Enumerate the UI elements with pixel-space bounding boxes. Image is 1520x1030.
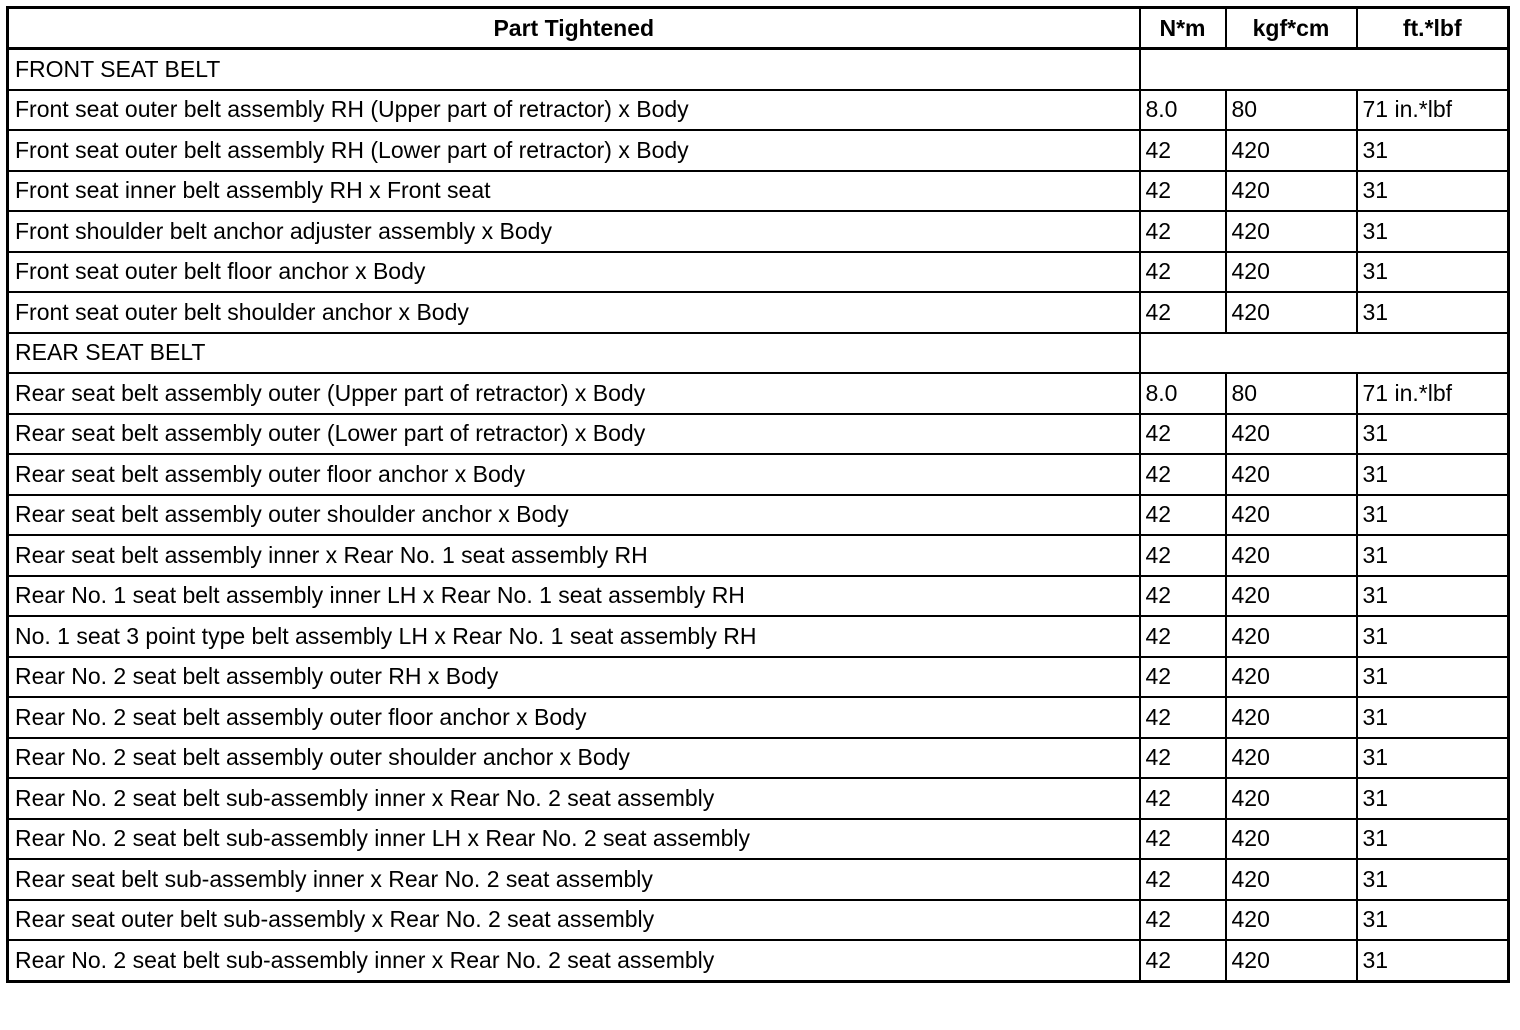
ft-lbf-value-cell: 31 [1357, 576, 1509, 617]
kgf-cm-value-cell: 420 [1226, 819, 1357, 860]
ft-lbf-value-cell: 31 [1357, 697, 1509, 738]
table-row [8, 576, 1509, 617]
ft-lbf-value-cell: 31 [1357, 292, 1509, 333]
kgf-cm-value-cell: 420 [1226, 697, 1357, 738]
kgf-cm-value-cell: 420 [1226, 616, 1357, 657]
kgf-cm-value-cell: 420 [1226, 576, 1357, 617]
part-tightened-cell: Front seat outer belt shoulder anchor x Body [8, 292, 1140, 333]
nm-value-cell: 8.0 [1140, 373, 1226, 414]
section-empty-cell [1140, 49, 1509, 90]
ft-lbf-value-cell: 31 [1357, 819, 1509, 860]
ft-lbf-value-cell: 31 [1357, 454, 1509, 495]
nm-value-cell: 42 [1140, 697, 1226, 738]
table-row [8, 859, 1509, 900]
kgf-cm-value-cell: 420 [1226, 738, 1357, 779]
table-row [8, 211, 1509, 252]
ft-lbf-value-cell: 31 [1357, 414, 1509, 455]
section-empty-cell [1140, 333, 1509, 374]
table-row [8, 130, 1509, 171]
ft-lbf-value-cell: 71 in.*lbf [1357, 90, 1509, 131]
part-tightened-cell: No. 1 seat 3 point type belt assembly LH x Rear No. 1 seat assembly RH [8, 616, 1140, 657]
nm-value-cell: 42 [1140, 576, 1226, 617]
part-tightened-cell: Rear No. 1 seat belt assembly inner LH x Rear No. 1 seat assembly RH [8, 576, 1140, 617]
torque-specification-table [6, 6, 1510, 983]
table-row [8, 697, 1509, 738]
part-tightened-cell: Front seat outer belt assembly RH (Upper part of retractor) x Body [8, 90, 1140, 131]
nm-value-cell: 42 [1140, 211, 1226, 252]
table-row [8, 454, 1509, 495]
part-tightened-cell: Rear No. 2 seat belt assembly outer shoulder anchor x Body [8, 738, 1140, 779]
part-tightened-cell: Rear No. 2 seat belt sub-assembly inner x Rear No. 2 seat assembly [8, 940, 1140, 981]
section-row [8, 49, 1509, 90]
kgf-cm-value-cell: 80 [1226, 373, 1357, 414]
part-tightened-cell: Front shoulder belt anchor adjuster assembly x Body [8, 211, 1140, 252]
ft-lbf-value-cell: 31 [1357, 778, 1509, 819]
nm-value-cell: 42 [1140, 292, 1226, 333]
table-row [8, 535, 1509, 576]
kgf-cm-value-cell: 420 [1226, 495, 1357, 536]
section-title: REAR SEAT BELT [8, 333, 1140, 374]
kgf-cm-value-cell: 420 [1226, 171, 1357, 212]
header-ft-lbf: ft.*lbf [1357, 8, 1509, 49]
kgf-cm-value-cell: 420 [1226, 252, 1357, 293]
nm-value-cell: 42 [1140, 778, 1226, 819]
ft-lbf-value-cell: 31 [1357, 171, 1509, 212]
kgf-cm-value-cell: 80 [1226, 90, 1357, 131]
part-tightened-cell: Rear No. 2 seat belt assembly outer floor anchor x Body [8, 697, 1140, 738]
part-tightened-cell: Rear seat belt sub-assembly inner x Rear No. 2 seat assembly [8, 859, 1140, 900]
kgf-cm-value-cell: 420 [1226, 414, 1357, 455]
part-tightened-cell: Rear seat belt assembly outer floor anchor x Body [8, 454, 1140, 495]
nm-value-cell: 42 [1140, 495, 1226, 536]
nm-value-cell: 42 [1140, 454, 1226, 495]
table-row [8, 616, 1509, 657]
nm-value-cell: 42 [1140, 940, 1226, 981]
part-tightened-cell: Rear seat belt assembly outer (Upper part of retractor) x Body [8, 373, 1140, 414]
nm-value-cell: 42 [1140, 900, 1226, 941]
ft-lbf-value-cell: 31 [1357, 738, 1509, 779]
kgf-cm-value-cell: 420 [1226, 130, 1357, 171]
nm-value-cell: 42 [1140, 252, 1226, 293]
part-tightened-cell: Rear No. 2 seat belt assembly outer RH x Body [8, 657, 1140, 698]
table-row [8, 778, 1509, 819]
ft-lbf-value-cell: 31 [1357, 211, 1509, 252]
table-row [8, 90, 1509, 131]
part-tightened-cell: Rear No. 2 seat belt sub-assembly inner LH x Rear No. 2 seat assembly [8, 819, 1140, 860]
ft-lbf-value-cell: 71 in.*lbf [1357, 373, 1509, 414]
ft-lbf-value-cell: 31 [1357, 616, 1509, 657]
header-part-tightened: Part Tightened [8, 8, 1140, 49]
table-row [8, 819, 1509, 860]
nm-value-cell: 42 [1140, 738, 1226, 779]
nm-value-cell: 42 [1140, 819, 1226, 860]
nm-value-cell: 42 [1140, 616, 1226, 657]
part-tightened-cell: Rear No. 2 seat belt sub-assembly inner x Rear No. 2 seat assembly [8, 778, 1140, 819]
nm-value-cell: 42 [1140, 859, 1226, 900]
nm-value-cell: 42 [1140, 535, 1226, 576]
nm-value-cell: 42 [1140, 171, 1226, 212]
section-row [8, 333, 1509, 374]
table-row [8, 252, 1509, 293]
kgf-cm-value-cell: 420 [1226, 900, 1357, 941]
nm-value-cell: 42 [1140, 414, 1226, 455]
part-tightened-cell: Rear seat outer belt sub-assembly x Rear No. 2 seat assembly [8, 900, 1140, 941]
kgf-cm-value-cell: 420 [1226, 454, 1357, 495]
part-tightened-cell: Rear seat belt assembly outer shoulder anchor x Body [8, 495, 1140, 536]
part-tightened-cell: Front seat outer belt assembly RH (Lower part of retractor) x Body [8, 130, 1140, 171]
table-row [8, 900, 1509, 941]
part-tightened-cell: Rear seat belt assembly inner x Rear No. 1 seat assembly RH [8, 535, 1140, 576]
kgf-cm-value-cell: 420 [1226, 292, 1357, 333]
ft-lbf-value-cell: 31 [1357, 900, 1509, 941]
ft-lbf-value-cell: 31 [1357, 495, 1509, 536]
kgf-cm-value-cell: 420 [1226, 778, 1357, 819]
table-row [8, 657, 1509, 698]
nm-value-cell: 8.0 [1140, 90, 1226, 131]
section-title: FRONT SEAT BELT [8, 49, 1140, 90]
ft-lbf-value-cell: 31 [1357, 130, 1509, 171]
table-row [8, 171, 1509, 212]
part-tightened-cell: Front seat outer belt floor anchor x Body [8, 252, 1140, 293]
kgf-cm-value-cell: 420 [1226, 657, 1357, 698]
table-row [8, 414, 1509, 455]
table-header [8, 8, 1509, 49]
ft-lbf-value-cell: 31 [1357, 657, 1509, 698]
part-tightened-cell: Front seat inner belt assembly RH x Front seat [8, 171, 1140, 212]
table-row [8, 292, 1509, 333]
table-row [8, 495, 1509, 536]
table-row [8, 373, 1509, 414]
ft-lbf-value-cell: 31 [1357, 940, 1509, 981]
ft-lbf-value-cell: 31 [1357, 252, 1509, 293]
header-kgf-cm: kgf*cm [1226, 8, 1357, 49]
kgf-cm-value-cell: 420 [1226, 859, 1357, 900]
part-tightened-cell: Rear seat belt assembly outer (Lower part of retractor) x Body [8, 414, 1140, 455]
table-body [8, 49, 1509, 982]
nm-value-cell: 42 [1140, 657, 1226, 698]
table-row [8, 940, 1509, 981]
header-newton-meters: N*m [1140, 8, 1226, 49]
kgf-cm-value-cell: 420 [1226, 940, 1357, 981]
ft-lbf-value-cell: 31 [1357, 535, 1509, 576]
kgf-cm-value-cell: 420 [1226, 211, 1357, 252]
kgf-cm-value-cell: 420 [1226, 535, 1357, 576]
ft-lbf-value-cell: 31 [1357, 859, 1509, 900]
nm-value-cell: 42 [1140, 130, 1226, 171]
header-row [8, 8, 1509, 49]
table-row [8, 738, 1509, 779]
